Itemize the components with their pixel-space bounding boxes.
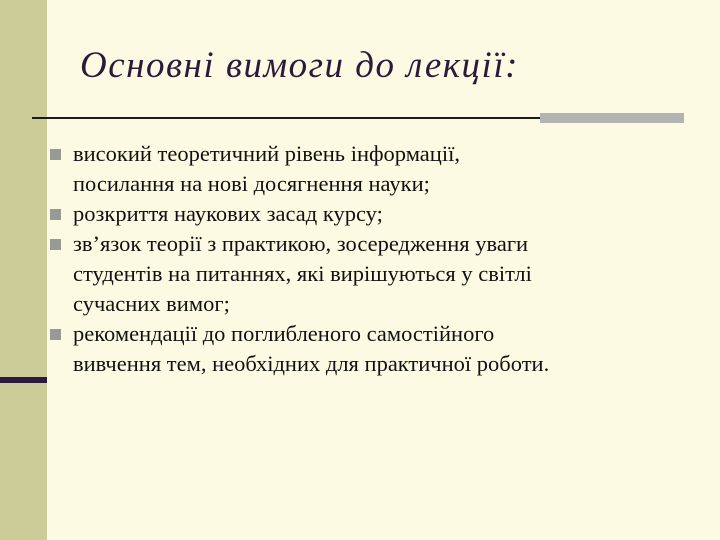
- bullet-text: рекомендації до поглибленого самостійного: [73, 321, 495, 346]
- bullet-text: високий теоретичний рівень інформації,: [73, 141, 460, 166]
- square-bullet-icon: [50, 209, 61, 220]
- bullet-list: [50, 139, 690, 379]
- title-underline-accent: [540, 113, 684, 123]
- bullet-text-continued: посилання на нові досягнення науки;: [73, 171, 430, 196]
- square-bullet-icon: [50, 149, 61, 160]
- bullet-item: [50, 319, 690, 379]
- bullet-text-continued: студентів на питаннях, які вирішуються у світлі: [73, 261, 532, 286]
- bullet-item: [50, 139, 690, 199]
- side-accent-bar: [0, 377, 47, 383]
- slide-title: Основні вимоги до лекції:: [80, 45, 519, 86]
- bullet-text: розкриття наукових засад курсу;: [73, 201, 383, 226]
- side-decor-bar: [0, 0, 47, 540]
- square-bullet-icon: [50, 329, 61, 340]
- title-underline: [32, 117, 552, 119]
- bullet-item: [50, 199, 690, 229]
- bullet-text-continued: сучасних вимог;: [73, 291, 230, 316]
- bullet-text-continued: вивчення тем, необхідних для практичної роботи.: [73, 351, 550, 376]
- square-bullet-icon: [50, 239, 61, 250]
- bullet-text: зв’язок теорії з практикою, зосередження уваги: [73, 231, 529, 256]
- bullet-item: [50, 229, 690, 319]
